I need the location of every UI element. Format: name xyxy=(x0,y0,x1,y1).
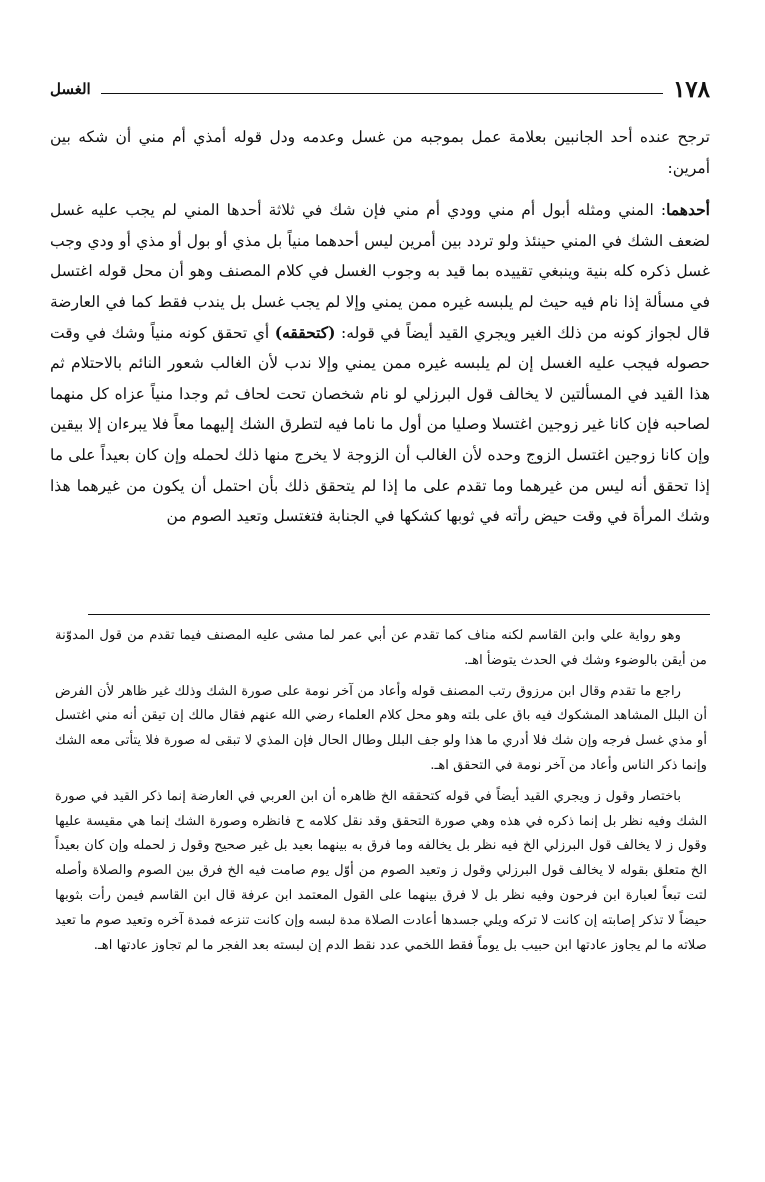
main-paragraph-2 xyxy=(50,195,710,532)
header-rule xyxy=(101,93,663,94)
footnotes xyxy=(55,624,707,958)
page-number: ١٧٨ xyxy=(672,75,710,103)
main-paragraph-1: ترجح عنده أحد الجانبين بعلامة عمل بموجبه من غسل وعدمه ودل قوله أمذي أم مني أن شكه بين أمرين: xyxy=(50,128,710,177)
paragraph-2-rest: أي تحقق كونه منياً وشك في وقت حصوله فيجب عليه الغسل إن لم يلبسه غيره ممن يمني وإلا ندب لأن الغالب شعور النائم بالاحتلام ثم هذا القيد في المسألتين لا يخالف قول البرزلي لو نام شخصان تحت لحاف ثم وجدا منياً عزاه كل منهما لصاحبه فإن كانا غير زوجين اغتسلا وصليا من أول ما ناما فيه لتطرق الشك إليهما معاً فلا يبرءان إلا بيقين وإن كانا زوجين اغتسل الزوج وحده لأن الغالب أن الزوجة لا يخرج منها ذلك لحمله وإن كان بعيداً على ما إذا تحقق أنه ليس من غيرهما وما تقدم على ما إذا لم يتحقق ذلك بأن احتمل أن يكون من غيرهما هذا وشك المرأة في وقت حيض رأته في ثوبها كشكها في الجنابة فتغتسل وتعيد الصوم من xyxy=(50,323,710,526)
footnote-1: وهو رواية علي وابن القاسم لكنه مناف كما تقدم عن أبي عمر لما مشى عليه المصنف فيما تقدم من قول المدوّنة من أيقن بالوضوء وشك في الحدث يتوضأ اهـ. xyxy=(55,628,707,668)
lead-keyword: أحدهما xyxy=(666,200,710,220)
footnote-separator xyxy=(88,614,710,615)
running-title: الغسل xyxy=(50,80,91,98)
main-text xyxy=(50,122,710,532)
paragraph-2-text: : المني ومثله أبول أم مني وودي أم مني فإن شك في ثلاثة أحدها المني لم يجب عليه غسل لضعف الشك في المني حينئذ ولو تردد بين أمرين ليس أحدهما منياً بل مذي أو بول أو مذي أو ودي وجب غسل ذكره كله بنية وينبغي تقييده بما قيد به وجوب الغسل في كلام المصنف وهو أن محل قوله اغتسل في مسألة إذا نام فيه حيث لم يلبسه غيره ممن يمني وإلا لم يجب غسل بل يندب فقط كما في العارضة قال لجواز كونه من ذلك الغير ويجري القيد أيضاً في قوله: xyxy=(50,201,710,342)
quoted-term: (كتحققه) xyxy=(274,322,336,342)
page-header xyxy=(50,74,710,104)
footnote-3: باختصار وقول ز ويجري القيد أيضاً في قوله كتحققه الخ ظاهره أن ابن العربي في العارضة إنما ذكر القيد في صورة الشك وفيه نظر بل إنما ذكره في هذه وهي صورة التحقق وقد نقل كلامه ح فانظره وصورة الشك إنما هي مقيسة عليها وقول ز لا يخالف قول البرزلي الخ فيه نظر بل يخالفه وما فرق به بينهما بعيد بل غير صحيح وقول ز لحمله وإن كان بعيداً الخ متعلق بقوله لا يخالف قول البرزلي وقول ز وتعيد الصوم من أوّل يوم صامت فيه الخ فرق بين الصوم والصلاة وأصله لتت تبعاً لعبارة ابن فرحون وفيه نظر بل لا فرق بينهما على القول المعتمد ابن عرفة قال ابن القاسم فيمن رأت بثوبها حيضاً لا تذكر إصابته إن كانت لا تركه ويلي جسدها أعادت الصلاة مدة لبسه وإن كانت تنزعه فمدة آخره وتعيد صوم ما تعيد صلاته ما لم يجاوز عادتها ابن حبيب بل يوماً فقط اللخمي عدد نقط الدم إن لبسته بعد الفجر ما لم تجاوز عادتها اهـ. xyxy=(55,788,707,953)
footnote-2: راجع ما تقدم وقال ابن مرزوق رتب المصنف قوله وأعاد من آخر نومة على صورة الشك وذلك غير ظاهر لأن الفرض أن البلل المشاهد المشكوك فيه باق على بلته وهو محل كلام العلماء رضي الله عنهم فقال مالك إن تيقن أنه مني اغتسل أو مذي غسل فرجه وإن شك فلا أدري ما هذا ولو جف البلل وطال الحال فإن المذي لا تبقى له صورة فلا يتأتى معه الشك وإنما ذكر الناس وأعاد من آخر نومة في التحقق اهـ. xyxy=(55,683,707,773)
